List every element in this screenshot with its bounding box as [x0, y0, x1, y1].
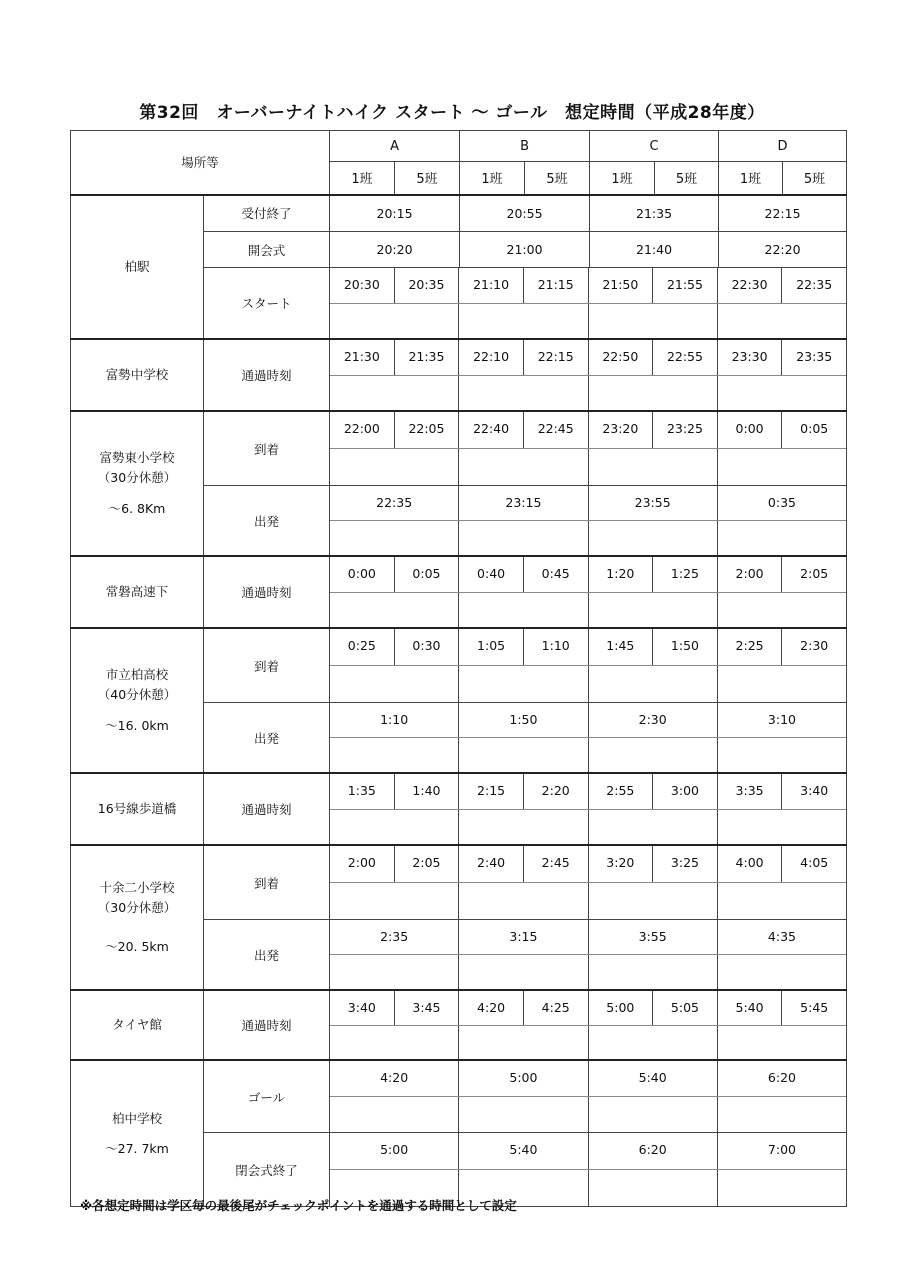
location-distance: ～16. 0km	[105, 718, 169, 734]
time-block	[330, 920, 847, 991]
time-cell: 0:05	[395, 557, 460, 592]
time-cell: 21:10	[459, 268, 524, 303]
event-cell: 通過時刻	[204, 556, 330, 628]
time-cell: 22:45	[524, 412, 589, 448]
time-cell: 20:15	[330, 195, 460, 232]
event-cell: 受付終了	[204, 195, 330, 232]
time-cell: 2:05	[800, 566, 829, 581]
time-cell: 0:00	[718, 412, 783, 448]
time-cell: 3:20	[589, 846, 654, 882]
location-rest: （30分休憩）	[97, 469, 177, 485]
time-block	[330, 703, 847, 774]
time-cell: 23:30	[718, 340, 783, 375]
time-cell: 21:00	[460, 232, 590, 268]
time-cell: 21:15	[524, 268, 589, 303]
time-cell: 4:35	[767, 929, 796, 944]
time-cell: 21:50	[589, 268, 654, 303]
event-cell: 出発	[204, 920, 330, 991]
event-cell: 出発	[204, 703, 330, 774]
page-title: 第32回 オーバーナイトハイク スタート ～ ゴール 想定時間（平成28年度）	[139, 103, 765, 123]
time-cell: 1:10	[524, 629, 589, 665]
time-cell: 5:00	[330, 1133, 459, 1169]
time-cell: 21:35	[590, 195, 719, 232]
location-distance: ～27. 7km	[105, 1140, 169, 1156]
time-cell: 2:00	[718, 557, 783, 592]
location-cell: タイヤ館	[71, 990, 204, 1060]
time-block	[330, 268, 847, 340]
location-rest: （40分休憩）	[97, 686, 177, 702]
time-cell: 3:45	[395, 991, 460, 1025]
time-cell: 22:10	[459, 340, 524, 375]
time-cell: 5:05	[653, 991, 718, 1025]
table-row	[71, 195, 847, 232]
time-cell: 2:55	[589, 774, 654, 809]
time-cell: 20:30	[330, 268, 395, 303]
time-cell: 21:30	[330, 340, 395, 375]
header-row	[71, 131, 847, 162]
time-cell: 4:25	[524, 991, 589, 1025]
time-cell: 0:05	[800, 421, 829, 436]
time-cell: 23:55	[589, 486, 718, 520]
time-cell: 3:25	[653, 846, 718, 882]
location-distance: ～20. 5km	[105, 939, 169, 955]
table-row	[71, 411, 847, 486]
location-cell: 常磐高速下	[71, 556, 204, 628]
time-block	[330, 339, 847, 411]
header-sub: 5班	[525, 162, 590, 195]
time-cell: 2:05	[395, 846, 460, 882]
time-cell: 22:50	[589, 340, 654, 375]
time-cell: 1:40	[395, 774, 460, 809]
event-cell: 到着	[204, 411, 330, 486]
event-cell: 開会式	[204, 232, 330, 268]
header-group-c: C	[590, 131, 719, 162]
time-cell: 1:45	[589, 629, 654, 665]
time-cell: 3:40	[800, 783, 829, 798]
time-cell: 3:15	[459, 920, 588, 954]
time-cell: 20:55	[460, 195, 590, 232]
location-distance: ～6. 8Km	[108, 501, 166, 517]
time-cell: 22:15	[524, 340, 589, 375]
schedule-table	[70, 130, 847, 1207]
time-block	[330, 628, 847, 703]
time-cell: 22:30	[718, 268, 783, 303]
event-cell: 通過時刻	[204, 990, 330, 1060]
time-cell: 4:20	[330, 1061, 459, 1096]
location-cell	[71, 411, 204, 556]
time-block	[330, 486, 847, 557]
time-cell: 3:40	[330, 991, 395, 1025]
location-name: 柏中学校	[111, 1111, 162, 1127]
location-name: 富勢東小学校	[99, 450, 175, 466]
table-row	[71, 845, 847, 920]
header-location: 場所等	[71, 131, 330, 195]
header-sub: 1班	[719, 162, 783, 195]
time-cell: 0:35	[767, 495, 796, 510]
time-cell: 5:00	[459, 1061, 588, 1096]
time-cell: 5:00	[589, 991, 654, 1025]
time-block	[330, 411, 847, 486]
time-cell: 7:00	[767, 1142, 796, 1157]
event-cell: ゴール	[204, 1060, 330, 1133]
time-cell: 0:00	[330, 557, 395, 592]
time-cell: 1:50	[653, 629, 718, 665]
event-cell: 閉会式終了	[204, 1133, 330, 1207]
time-cell: 23:35	[796, 349, 833, 364]
time-cell: 6:20	[767, 1070, 796, 1085]
table-row	[71, 1060, 847, 1133]
event-cell: スタート	[204, 268, 330, 340]
footnote: ※各想定時間は学区毎の最後尾がチェックポイントを通過する時間として設定	[80, 1198, 517, 1213]
time-cell: 4:05	[800, 855, 829, 870]
time-cell: 0:30	[395, 629, 460, 665]
time-cell: 2:25	[718, 629, 783, 665]
time-cell: 22:15	[719, 195, 847, 232]
time-cell: 1:50	[459, 703, 588, 737]
time-cell: 2:00	[330, 846, 395, 882]
time-cell: 22:05	[395, 412, 460, 448]
location-name: 市立柏高校	[105, 667, 169, 683]
time-cell: 23:15	[459, 486, 588, 520]
location-cell: 柏駅	[71, 195, 204, 340]
event-cell: 通過時刻	[204, 773, 330, 845]
header-sub: 1班	[590, 162, 655, 195]
event-cell: 到着	[204, 628, 330, 703]
header-group-a: A	[330, 131, 460, 162]
time-block	[330, 773, 847, 845]
time-cell: 5:45	[800, 1000, 829, 1015]
time-cell: 2:35	[330, 920, 459, 954]
time-cell: 1:10	[330, 703, 459, 737]
table-row	[71, 773, 847, 845]
time-cell: 3:35	[718, 774, 783, 809]
location-cell	[71, 1060, 204, 1207]
event-cell: 通過時刻	[204, 339, 330, 411]
time-cell: 3:10	[767, 712, 796, 727]
time-cell: 22:00	[330, 412, 395, 448]
time-cell: 2:20	[524, 774, 589, 809]
time-cell: 5:40	[459, 1133, 588, 1169]
location-cell: 16号線歩道橋	[71, 773, 204, 845]
time-cell: 1:05	[459, 629, 524, 665]
time-cell: 1:35	[330, 774, 395, 809]
time-cell: 0:40	[459, 557, 524, 592]
time-cell: 5:40	[589, 1061, 718, 1096]
time-cell: 0:25	[330, 629, 395, 665]
time-cell: 3:55	[589, 920, 718, 954]
time-cell: 4:20	[459, 991, 524, 1025]
time-cell: 0:45	[524, 557, 589, 592]
time-cell: 5:40	[718, 991, 783, 1025]
location-rest: （30分休憩）	[97, 899, 177, 915]
time-cell: 2:30	[800, 638, 829, 653]
time-cell: 2:30	[589, 703, 718, 737]
time-cell: 22:20	[719, 232, 847, 268]
time-cell: 2:45	[524, 846, 589, 882]
time-block	[330, 556, 847, 628]
time-cell: 22:40	[459, 412, 524, 448]
time-cell: 3:00	[653, 774, 718, 809]
time-cell: 22:35	[330, 486, 459, 520]
time-cell: 1:25	[653, 557, 718, 592]
time-cell: 21:40	[590, 232, 719, 268]
location-cell	[71, 845, 204, 990]
time-block	[330, 1060, 847, 1133]
table-row	[71, 990, 847, 1060]
header-sub: 5班	[783, 162, 847, 195]
time-cell: 2:40	[459, 846, 524, 882]
time-cell: 4:00	[718, 846, 783, 882]
time-cell: 20:35	[395, 268, 460, 303]
time-cell: 23:20	[589, 412, 654, 448]
time-cell: 20:20	[330, 232, 460, 268]
time-block	[330, 845, 847, 920]
location-name: 十余二小学校	[99, 880, 175, 896]
time-cell: 21:55	[653, 268, 718, 303]
header-sub: 1班	[330, 162, 395, 195]
table-row	[71, 556, 847, 628]
time-cell: 1:20	[589, 557, 654, 592]
event-cell: 出発	[204, 486, 330, 557]
time-cell: 2:15	[459, 774, 524, 809]
header-group-d: D	[719, 131, 847, 162]
time-block	[330, 990, 847, 1060]
table-row	[71, 628, 847, 703]
header-sub: 5班	[655, 162, 719, 195]
location-cell	[71, 628, 204, 773]
time-cell: 22:35	[796, 277, 833, 292]
time-cell: 21:35	[395, 340, 460, 375]
header-sub: 1班	[460, 162, 525, 195]
time-cell: 22:55	[653, 340, 718, 375]
time-cell: 6:20	[589, 1133, 718, 1169]
location-cell: 富勢中学校	[71, 339, 204, 411]
time-cell: 23:25	[653, 412, 718, 448]
table-row	[71, 339, 847, 411]
header-sub: 5班	[395, 162, 460, 195]
header-group-b: B	[460, 131, 590, 162]
event-cell: 到着	[204, 845, 330, 920]
